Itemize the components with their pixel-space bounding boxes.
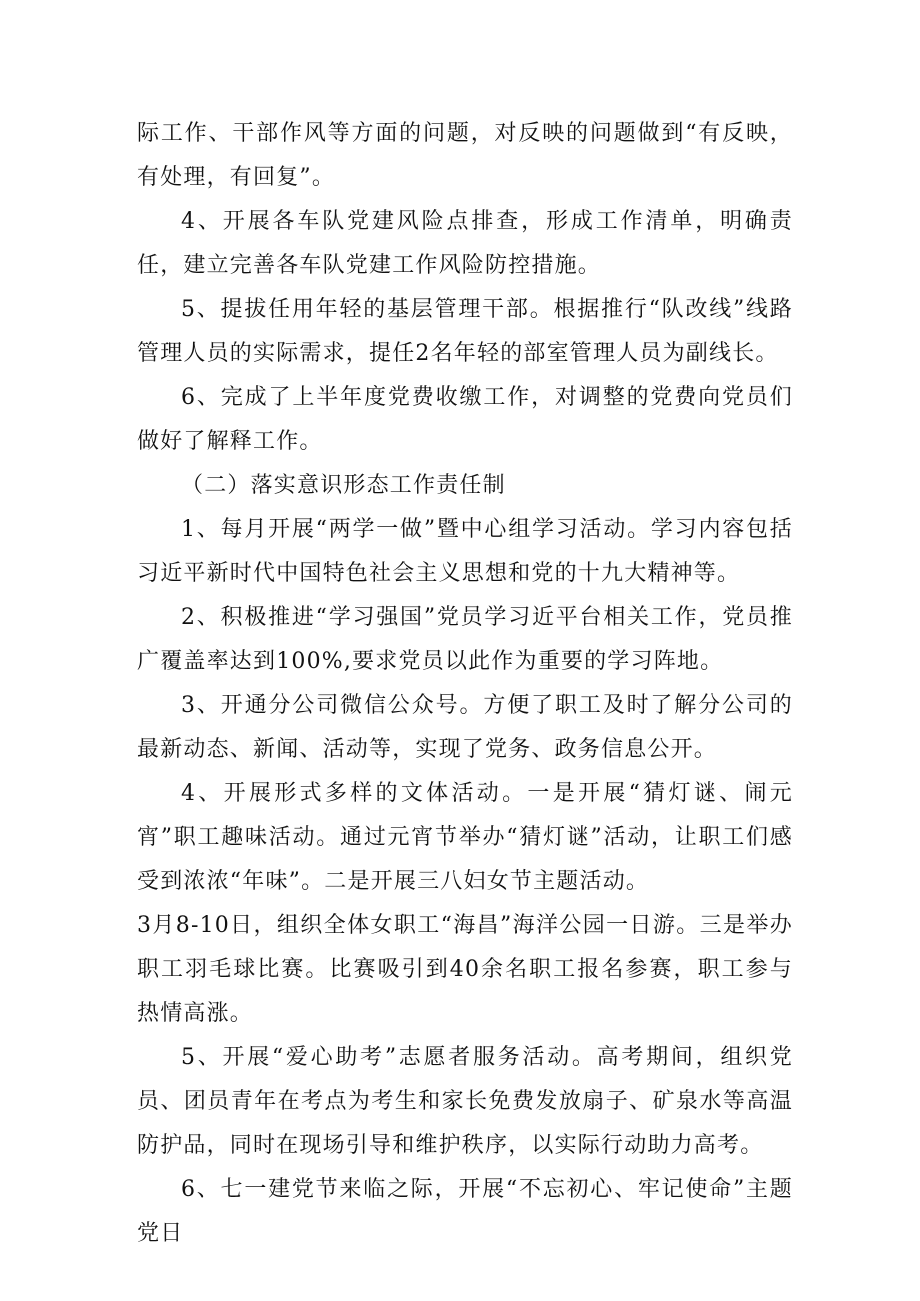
paragraph-item-5-promotion: 5、提拔任用年轻的基层管理干部。根据推行“队改线”线路管理人员的实际需求，提任2名年轻的部室管理人员为副线长。	[137, 297, 793, 366]
document-body	[137, 112, 793, 1256]
paragraph-item-4-activities: 4、开展形式多样的文体活动。一是开展“猜灯谜、闹元宵”职工趣味活动。通过元宵节举办“猜灯谜”活动，让职工们感受到浓浓“年味”。二是开展三八妇女节主题活动。	[137, 781, 793, 894]
paragraph-item-6-party-day: 6、七一建党节来临之际，开展“不忘初心、牢记使命”主题党日	[137, 1177, 793, 1246]
paragraph-item-2-xuexi-qiangguo: 2、积极推进“学习强国”党员学习近平台相关工作，党员推广覆盖率达到100%,要求党员以此作为重要的学习阵地。	[137, 605, 793, 674]
paragraph-item-5-exam-support: 5、开展“爱心助考”志愿者服务活动。高考期间，组织党员、团员青年在考点为考生和家长免费发放扇子、矿泉水等高温防护品，同时在现场引导和维护秩序，以实际行动助力高考。	[137, 1045, 793, 1158]
paragraph-item-6-party-fees: 6、完成了上半年度党费收缴工作，对调整的党费向党员们做好了解释工作。	[137, 385, 793, 454]
paragraph-item-3-wechat: 3、开通分公司微信公众号。方便了职工及时了解分公司的最新动态、新闻、活动等，实现了党务、政务信息公开。	[137, 693, 793, 762]
paragraph-continuation: 际工作、干部作风等方面的问题，对反映的问题做到“有反映，有处理，有回复”。	[137, 121, 793, 190]
section-heading: （二）落实意识形态工作责任制	[181, 473, 506, 498]
paragraph-activities-continued: 3月8-10日，组织全体女职工“海昌”海洋公园一日游。三是举办职工羽毛球比赛。比赛吸引到40余名职工报名参赛，职工参与热情高涨。	[137, 913, 793, 1026]
paragraph-item-4-risk-check: 4、开展各车队党建风险点排查，形成工作清单，明确责任，建立完善各车队党建工作风险防控措施。	[137, 209, 793, 278]
paragraph-item-1-study: 1、每月开展“两学一做”暨中心组学习活动。学习内容包括习近平新时代中国特色社会主义思想和党的十九大精神等。	[137, 517, 793, 586]
